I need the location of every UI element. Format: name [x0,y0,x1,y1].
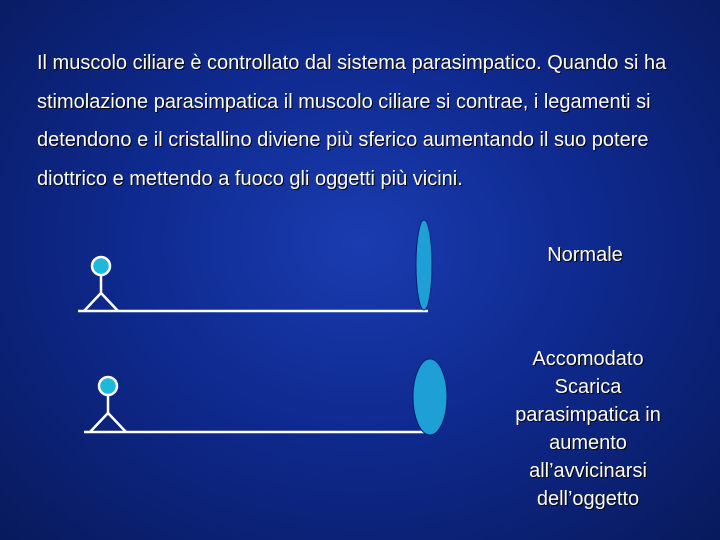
accommodated-label-line: Accomodato [532,348,644,370]
accommodated-label-line: dell’oggetto [536,488,640,510]
accommodated-label-line: all’avvicinarsi [529,460,647,482]
figure-icon-accommodated [90,377,126,432]
accommodated-label [488,345,688,513]
figure-leg-right-normal [101,293,118,311]
slide-body-text: Il muscolo ciliare è controllato dal sistema parasimpatico. Quando si ha stimolazione parasimpatica il muscolo ciliare si contrae, i legamenti si detendono e il cristallino diviene più sferico aumentando il suo potere diottrico e mettendo a fuoco gli oggetti più vicini. [37,52,667,190]
figure-head-normal [92,257,110,275]
figure-leg-left-normal [84,293,101,311]
figure-leg-right-accommodated [108,413,126,432]
accommodated-label-line: aumento [549,432,627,454]
accommodated-label-line: parasimpatica in [515,404,661,426]
figure-leg-left-accommodated [90,413,108,432]
accommodated-label-line: Scarica [554,376,622,398]
figure-icon-normal [84,257,118,311]
normal-label: Normale [547,244,623,266]
lens-normal [416,220,432,310]
normal-scenario [78,220,432,311]
lens-accommodated [413,359,447,435]
accommodated-scenario [84,359,447,435]
figure-head-accommodated [99,377,117,395]
